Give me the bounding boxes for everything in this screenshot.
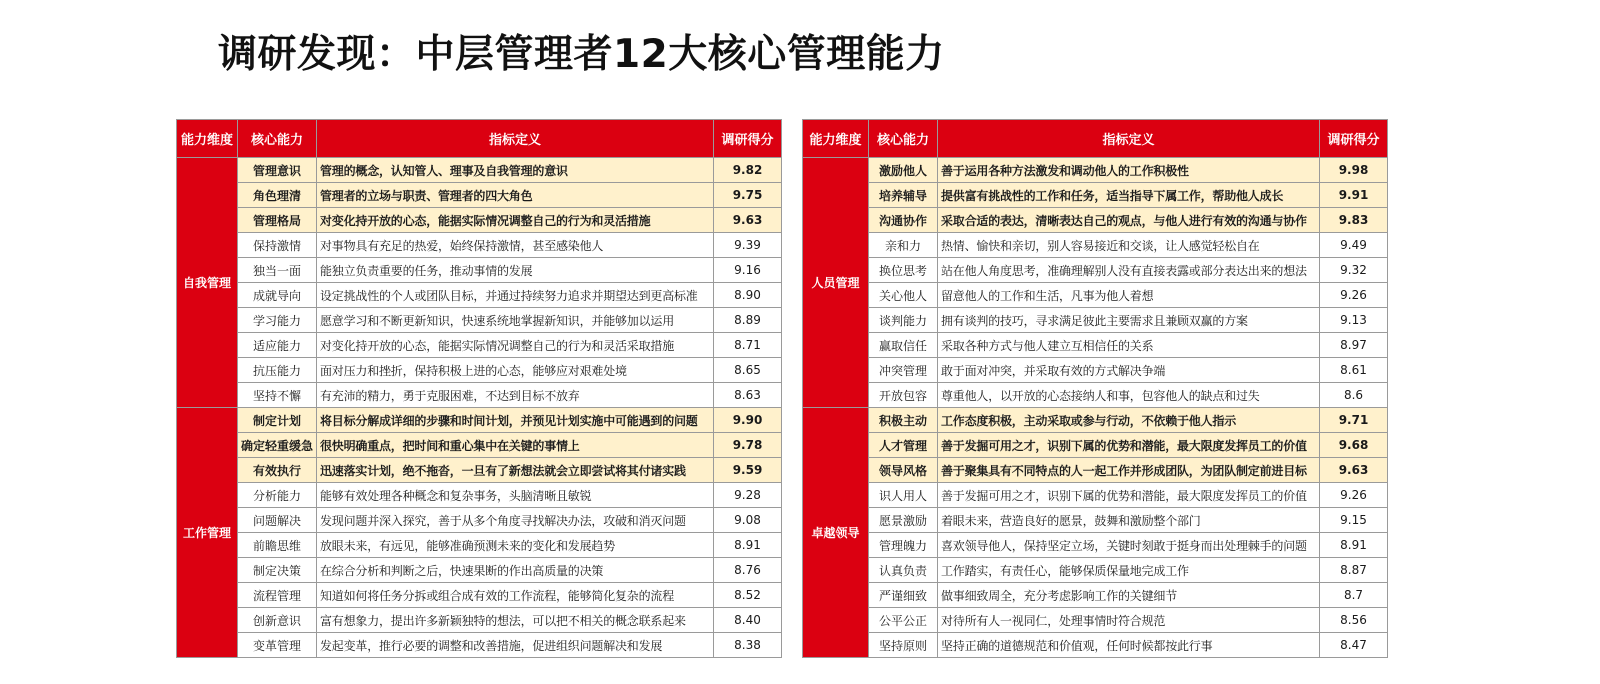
- score-cell: 8.40: [714, 608, 782, 633]
- table-row: [803, 633, 1388, 658]
- definition-cell: 善于发掘可用之才，识别下属的优势和潜能，最大限度发挥员工的价值: [938, 433, 1320, 458]
- table-row: [803, 208, 1388, 233]
- score-cell: 9.90: [714, 408, 782, 433]
- score-cell: 8.71: [714, 333, 782, 358]
- score-cell: 9.26: [1320, 283, 1388, 308]
- core-ability-cell: 换位思考: [869, 258, 938, 283]
- core-ability-cell: 角色理清: [238, 183, 317, 208]
- score-cell: 8.90: [714, 283, 782, 308]
- header-dimension: 能力维度: [177, 120, 238, 158]
- core-ability-cell: 领导风格: [869, 458, 938, 483]
- core-ability-cell: 赢取信任: [869, 333, 938, 358]
- definition-cell: 喜欢领导他人，保持坚定立场，关键时刻敢于挺身而出处理棘手的问题: [938, 533, 1320, 558]
- definition-cell: 做事细致周全，充分考虑影响工作的关键细节: [938, 583, 1320, 608]
- score-cell: 8.91: [1320, 533, 1388, 558]
- core-ability-cell: 变革管理: [238, 633, 317, 658]
- score-cell: 8.38: [714, 633, 782, 658]
- table-row: [803, 283, 1388, 308]
- ability-table-right: [802, 119, 1388, 658]
- core-ability-cell: 独当一面: [238, 258, 317, 283]
- definition-cell: 采取各种方式与他人建立互相信任的关系: [938, 333, 1320, 358]
- definition-cell: 愿意学习和不断更新知识，快速系统地掌握新知识，并能够加以运用: [317, 308, 714, 333]
- definition-cell: 热情、愉快和亲切，别人容易接近和交谈，让人感觉轻松自在: [938, 233, 1320, 258]
- definition-cell: 对事物具有充足的热爱，始终保持激情，甚至感染他人: [317, 233, 714, 258]
- definition-cell: 管理者的立场与职责、管理者的四大角色: [317, 183, 714, 208]
- core-ability-cell: 确定轻重缓急: [238, 433, 317, 458]
- core-ability-cell: 制定决策: [238, 558, 317, 583]
- core-ability-cell: 公平公正: [869, 608, 938, 633]
- ability-table-left: [176, 119, 782, 658]
- header-core-ability: 核心能力: [869, 120, 938, 158]
- core-ability-cell: 坚持不懈: [238, 383, 317, 408]
- dimension-cell: 卓越领导: [803, 408, 869, 658]
- table-row: [177, 183, 782, 208]
- core-ability-cell: 管理格局: [238, 208, 317, 233]
- core-ability-cell: 谈判能力: [869, 308, 938, 333]
- score-cell: 9.08: [714, 508, 782, 533]
- definition-cell: 善于运用各种方法激发和调动他人的工作积极性: [938, 158, 1320, 183]
- definition-cell: 能独立负责重要的任务，推动事情的发展: [317, 258, 714, 283]
- definition-cell: 管理的概念，认知管人、理事及自我管理的意识: [317, 158, 714, 183]
- score-cell: 8.65: [714, 358, 782, 383]
- table-row: [177, 358, 782, 383]
- definition-cell: 对变化持开放的心态，能据实际情况调整自己的行为和灵活措施: [317, 208, 714, 233]
- definition-cell: 放眼未来，有远见，能够准确预测未来的变化和发展趋势: [317, 533, 714, 558]
- table-row: [803, 533, 1388, 558]
- core-ability-cell: 保持激情: [238, 233, 317, 258]
- score-cell: 9.49: [1320, 233, 1388, 258]
- score-cell: 9.15: [1320, 508, 1388, 533]
- score-cell: 9.82: [714, 158, 782, 183]
- core-ability-cell: 沟通协作: [869, 208, 938, 233]
- definition-cell: 敢于面对冲突，并采取有效的方式解决争端: [938, 358, 1320, 383]
- core-ability-cell: 愿景激励: [869, 508, 938, 533]
- definition-cell: 拥有谈判的技巧，寻求满足彼此主要需求且兼顾双赢的方案: [938, 308, 1320, 333]
- definition-cell: 知道如何将任务分拆或组合成有效的工作流程，能够简化复杂的流程: [317, 583, 714, 608]
- table-header-row: [177, 120, 782, 158]
- score-cell: 9.39: [714, 233, 782, 258]
- score-cell: 8.89: [714, 308, 782, 333]
- score-cell: 8.97: [1320, 333, 1388, 358]
- header-definition: 指标定义: [938, 120, 1320, 158]
- core-ability-cell: 有效执行: [238, 458, 317, 483]
- definition-cell: 坚持正确的道德规范和价值观，任何时候都按此行事: [938, 633, 1320, 658]
- table-row: [803, 333, 1388, 358]
- table-row: [803, 408, 1388, 433]
- score-cell: 9.91: [1320, 183, 1388, 208]
- table-row: [803, 458, 1388, 483]
- definition-cell: 迅速落实计划，绝不拖沓，一旦有了新想法就会立即尝试将其付诸实践: [317, 458, 714, 483]
- score-cell: 9.32: [1320, 258, 1388, 283]
- core-ability-cell: 坚持原则: [869, 633, 938, 658]
- table-row: [803, 233, 1388, 258]
- table-row: [177, 258, 782, 283]
- dimension-cell: 自我管理: [177, 158, 238, 408]
- score-cell: 9.26: [1320, 483, 1388, 508]
- core-ability-cell: 关心他人: [869, 283, 938, 308]
- table-row: [177, 283, 782, 308]
- definition-cell: 设定挑战性的个人或团队目标，并通过持续努力追求并期望达到更高标准: [317, 283, 714, 308]
- score-cell: 9.59: [714, 458, 782, 483]
- definition-cell: 站在他人角度思考，准确理解别人没有直接表露或部分表达出来的想法: [938, 258, 1320, 283]
- score-cell: 8.91: [714, 533, 782, 558]
- table-row: [803, 483, 1388, 508]
- table-row: [803, 258, 1388, 283]
- table-row: [177, 433, 782, 458]
- header-score: 调研得分: [714, 120, 782, 158]
- page-title: 调研发现：中层管理者12大核心管理能力: [218, 32, 945, 77]
- core-ability-cell: 管理魄力: [869, 533, 938, 558]
- table-row: [177, 308, 782, 333]
- score-cell: 9.13: [1320, 308, 1388, 333]
- table-row: [177, 233, 782, 258]
- core-ability-cell: 分析能力: [238, 483, 317, 508]
- definition-cell: 对待所有人一视同仁，处理事情时符合规范: [938, 608, 1320, 633]
- score-cell: 9.16: [714, 258, 782, 283]
- score-cell: 9.71: [1320, 408, 1388, 433]
- score-cell: 8.7: [1320, 583, 1388, 608]
- score-cell: 8.6: [1320, 383, 1388, 408]
- definition-cell: 很快明确重点，把时间和重心集中在关键的事情上: [317, 433, 714, 458]
- header-score: 调研得分: [1320, 120, 1388, 158]
- table-row: [177, 583, 782, 608]
- definition-cell: 采取合适的表达，清晰表达自己的观点，与他人进行有效的沟通与协作: [938, 208, 1320, 233]
- definition-cell: 提供富有挑战性的工作和任务，适当指导下属工作，帮助他人成长: [938, 183, 1320, 208]
- table-row: [803, 608, 1388, 633]
- score-cell: 9.98: [1320, 158, 1388, 183]
- core-ability-cell: 激励他人: [869, 158, 938, 183]
- core-ability-cell: 人才管理: [869, 433, 938, 458]
- header-definition: 指标定义: [317, 120, 714, 158]
- table-row: [177, 333, 782, 358]
- table-row: [177, 458, 782, 483]
- core-ability-cell: 培养辅导: [869, 183, 938, 208]
- table-row: [177, 533, 782, 558]
- dimension-cell: 工作管理: [177, 408, 238, 658]
- table-row: [177, 633, 782, 658]
- definition-cell: 发起变革，推行必要的调整和改善措施，促进组织问题解决和发展: [317, 633, 714, 658]
- core-ability-cell: 前瞻思维: [238, 533, 317, 558]
- core-ability-cell: 认真负责: [869, 558, 938, 583]
- table-row: [177, 508, 782, 533]
- table-row: [177, 408, 782, 433]
- definition-cell: 面对压力和挫折，保持积极上进的心态，能够应对艰难处境: [317, 358, 714, 383]
- table-row: [177, 483, 782, 508]
- table-header-row: [803, 120, 1388, 158]
- score-cell: 9.83: [1320, 208, 1388, 233]
- definition-cell: 尊重他人，以开放的心态接纳人和事，包容他人的缺点和过失: [938, 383, 1320, 408]
- table-row: [803, 508, 1388, 533]
- score-cell: 8.56: [1320, 608, 1388, 633]
- score-cell: 9.63: [714, 208, 782, 233]
- table-row: [803, 583, 1388, 608]
- score-cell: 9.75: [714, 183, 782, 208]
- definition-cell: 对变化持开放的心态，能据实际情况调整自己的行为和灵活采取措施: [317, 333, 714, 358]
- core-ability-cell: 创新意识: [238, 608, 317, 633]
- table-row: [803, 358, 1388, 383]
- header-dimension: 能力维度: [803, 120, 869, 158]
- table-row: [803, 158, 1388, 183]
- core-ability-cell: 流程管理: [238, 583, 317, 608]
- table-row: [803, 308, 1388, 333]
- definition-cell: 能够有效处理各种概念和复杂事务，头脑清晰且敏锐: [317, 483, 714, 508]
- definition-cell: 在综合分析和判断之后，快速果断的作出高质量的决策: [317, 558, 714, 583]
- core-ability-cell: 抗压能力: [238, 358, 317, 383]
- core-ability-cell: 管理意识: [238, 158, 317, 183]
- core-ability-cell: 严谨细致: [869, 583, 938, 608]
- core-ability-cell: 学习能力: [238, 308, 317, 333]
- definition-cell: 工作踏实，有责任心，能够保质保量地完成工作: [938, 558, 1320, 583]
- dimension-cell: 人员管理: [803, 158, 869, 408]
- table-row: [177, 383, 782, 408]
- score-cell: 8.61: [1320, 358, 1388, 383]
- score-cell: 9.28: [714, 483, 782, 508]
- definition-cell: 发现问题并深入探究，善于从多个角度寻找解决办法，攻破和消灭问题: [317, 508, 714, 533]
- definition-cell: 善于发掘可用之才，识别下属的优势和潜能，最大限度发挥员工的价值: [938, 483, 1320, 508]
- core-ability-cell: 识人用人: [869, 483, 938, 508]
- table-row: [177, 558, 782, 583]
- score-cell: 8.47: [1320, 633, 1388, 658]
- header-core-ability: 核心能力: [238, 120, 317, 158]
- definition-cell: 有充沛的精力，勇于克服困难，不达到目标不放弃: [317, 383, 714, 408]
- table-row: [803, 558, 1388, 583]
- definition-cell: 工作态度积极，主动采取或参与行动，不依赖于他人指示: [938, 408, 1320, 433]
- table-row: [177, 608, 782, 633]
- table-row: [177, 158, 782, 183]
- score-cell: 9.63: [1320, 458, 1388, 483]
- definition-cell: 着眼未来，营造良好的愿景，鼓舞和激励整个部门: [938, 508, 1320, 533]
- core-ability-cell: 开放包容: [869, 383, 938, 408]
- definition-cell: 将目标分解成详细的步骤和时间计划，并预见计划实施中可能遇到的问题: [317, 408, 714, 433]
- core-ability-cell: 积极主动: [869, 408, 938, 433]
- score-cell: 8.87: [1320, 558, 1388, 583]
- core-ability-cell: 亲和力: [869, 233, 938, 258]
- core-ability-cell: 冲突管理: [869, 358, 938, 383]
- table-row: [803, 183, 1388, 208]
- score-cell: 9.68: [1320, 433, 1388, 458]
- score-cell: 8.52: [714, 583, 782, 608]
- core-ability-cell: 制定计划: [238, 408, 317, 433]
- core-ability-cell: 适应能力: [238, 333, 317, 358]
- core-ability-cell: 问题解决: [238, 508, 317, 533]
- definition-cell: 富有想象力，提出许多新颖独特的想法，可以把不相关的概念联系起来: [317, 608, 714, 633]
- score-cell: 9.78: [714, 433, 782, 458]
- table-row: [803, 383, 1388, 408]
- definition-cell: 善于聚集具有不同特点的人一起工作并形成团队，为团队制定前进目标: [938, 458, 1320, 483]
- table-row: [177, 208, 782, 233]
- table-row: [803, 433, 1388, 458]
- definition-cell: 留意他人的工作和生活，凡事为他人着想: [938, 283, 1320, 308]
- core-ability-cell: 成就导向: [238, 283, 317, 308]
- score-cell: 8.63: [714, 383, 782, 408]
- score-cell: 8.76: [714, 558, 782, 583]
